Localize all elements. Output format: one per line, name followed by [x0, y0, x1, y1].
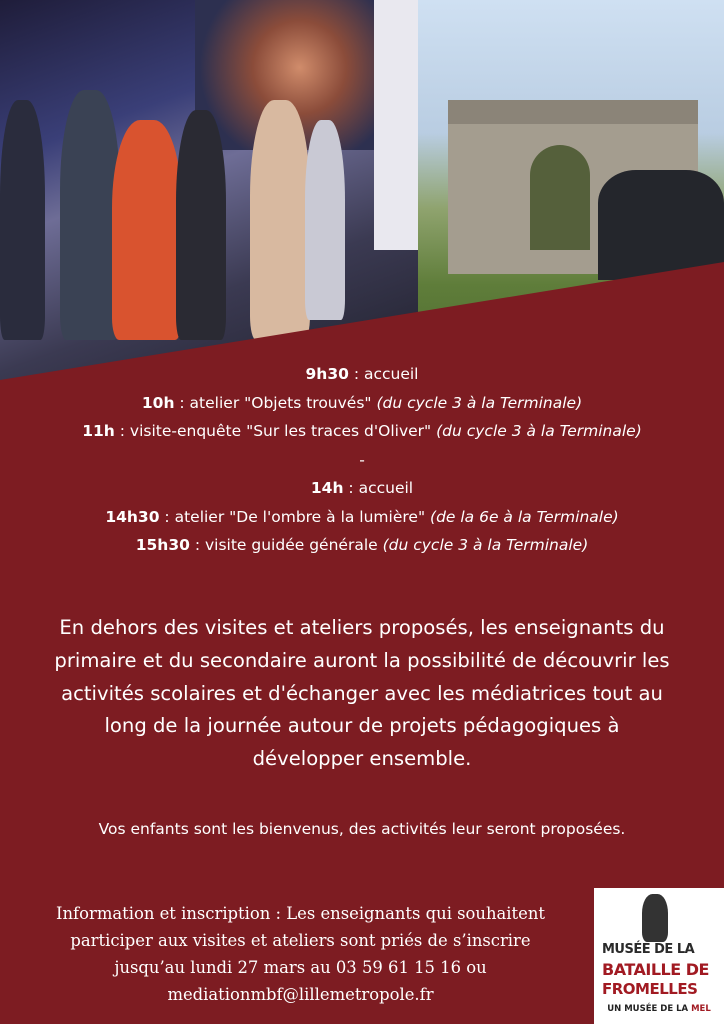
- soldier-icon: [642, 894, 668, 942]
- contact-email[interactable]: mediationmbf@lillemetropole.fr: [167, 985, 434, 1004]
- header-photos: [0, 0, 724, 380]
- main-paragraph: En dehors des visites et ateliers proposés, les enseignants du primaire et du secondaire auront la possibilité de découvrir les activités scolaires et d'échanger avec les médiatrices tout au long de la journée autour de projets pédagogiques à développer ensemble.: [54, 616, 670, 771]
- schedule-item: 10h : atelier "Objets trouvés" (du cycle 3 à la Terminale): [141, 393, 583, 412]
- schedule-item: 14h30 : atelier "De l'ombre à la lumière" (de la 6e à la Terminale): [105, 507, 619, 526]
- schedule-item: 9h30 : accueil: [305, 365, 419, 383]
- info-registration: Information et inscription : Les enseignants qui souhaitent participer aux visites et ateliers sont priés de s’inscrire jusqu’au lundi 27 mars au 03 59 61 15 16 ou mediationmbf@lillemetropole.fr: [18, 900, 583, 1008]
- logo-subtitle: UN MUSÉE DE LA MEL: [607, 1004, 711, 1014]
- diagonal-band: [0, 0, 724, 380]
- schedule-item: 11h : visite-enquête "Sur les traces d'Oliver" (du cycle 3 à la Terminale): [82, 422, 642, 440]
- museum-logo: MUSÉE DE LA BATAILLE DE FROMELLES UN MUSÉE DE LA MEL: [594, 888, 724, 1024]
- schedule-item: 14h : accueil: [310, 479, 414, 497]
- schedule: [0, 360, 724, 560]
- kids-note: Vos enfants sont les bienvenus, des activités leur seront proposées.: [98, 820, 626, 838]
- schedule-separator: -: [359, 450, 365, 469]
- schedule-item: 15h30 : visite guidée générale (du cycle 3 à la Terminale): [135, 536, 589, 554]
